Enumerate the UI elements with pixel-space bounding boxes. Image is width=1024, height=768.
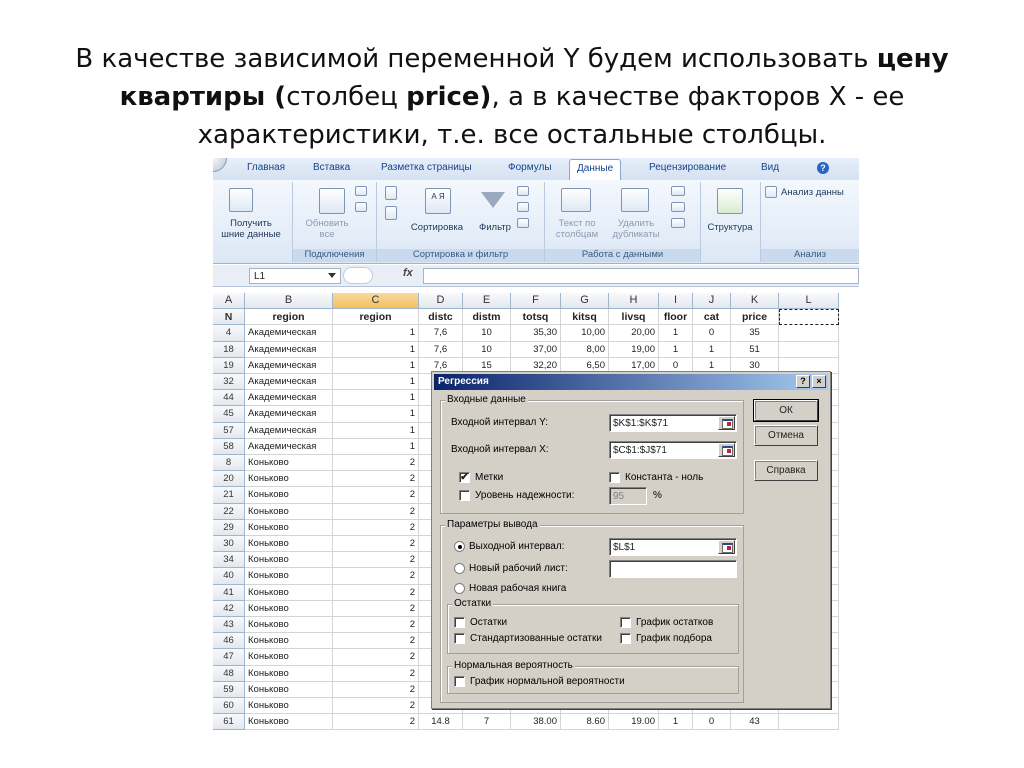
input-y-field[interactable]: $K$1:$K$71 [609, 414, 737, 432]
column-header[interactable]: I [659, 293, 693, 309]
table-cell[interactable]: 37,00 [511, 342, 561, 358]
row-number[interactable]: 48 [213, 666, 245, 682]
table-cell[interactable]: 1 [333, 423, 419, 439]
table-cell[interactable]: 10,00 [561, 325, 609, 341]
table-cell[interactable]: 2 [333, 633, 419, 649]
row-number[interactable]: 19 [213, 358, 245, 374]
labels-checkbox[interactable]: ✔ [460, 472, 469, 483]
header-cell[interactable]: distm [463, 309, 511, 325]
table-cell[interactable]: 35,30 [511, 325, 561, 341]
header-cell[interactable]: distc [419, 309, 463, 325]
new-book-radio[interactable] [454, 583, 465, 594]
table-cell[interactable]: 2 [333, 617, 419, 633]
table-cell[interactable]: 51 [731, 342, 779, 358]
normal-plot-checkbox[interactable] [454, 676, 465, 687]
ribbon [213, 180, 859, 264]
column-header[interactable]: K [731, 293, 779, 309]
output-range-radio[interactable] [454, 541, 465, 552]
row-number[interactable]: 41 [213, 585, 245, 601]
sort-az-icon[interactable] [385, 186, 397, 200]
table-cell[interactable]: Коньково [245, 568, 333, 584]
table-cell[interactable]: Коньково [245, 520, 333, 536]
fit-plot-label: График подбора [636, 633, 712, 644]
ok-button[interactable]: ОК [754, 400, 818, 421]
table-cell[interactable]: 15 [463, 358, 511, 374]
column-header[interactable]: F [511, 293, 561, 309]
table-cell[interactable]: 8,00 [561, 342, 609, 358]
constant-zero-checkbox[interactable] [609, 472, 620, 483]
office-button[interactable] [213, 158, 227, 172]
data-validation-icon[interactable] [671, 186, 685, 196]
row-number[interactable]: 4 [213, 325, 245, 341]
group-label-connections: Подключения [293, 249, 376, 262]
tab-page-layout[interactable]: Разметка страницы [381, 162, 472, 173]
table-cell[interactable]: 35 [731, 325, 779, 341]
row-number[interactable]: 47 [213, 649, 245, 665]
title-bold-2: price) [406, 82, 492, 112]
title-text-3: , а в качестве факторов X - ее характеристики, т.е. все остальные столбцы. [197, 82, 905, 150]
row-number[interactable]: 42 [213, 601, 245, 617]
range-picker-icon[interactable] [718, 416, 735, 430]
remove-duplicates-button[interactable]: Удалить дубликаты [612, 218, 660, 240]
table-cell[interactable]: Академическая [245, 374, 333, 390]
table-cell[interactable]: 2 [333, 649, 419, 665]
row-number[interactable]: 20 [213, 471, 245, 487]
table-cell[interactable]: Коньково [245, 666, 333, 682]
text-to-columns-button[interactable]: Текст по столбцам [555, 218, 599, 240]
sort-za-icon[interactable] [385, 206, 397, 220]
column-header[interactable]: H [609, 293, 659, 309]
table-cell[interactable]: 2 [333, 455, 419, 471]
table-cell[interactable]: 1 [693, 358, 731, 374]
table-cell[interactable]: 1 [333, 342, 419, 358]
row-number[interactable]: 60 [213, 698, 245, 714]
name-box[interactable]: L1 [249, 268, 341, 284]
table-cell[interactable]: 2 [333, 698, 419, 714]
table-cell[interactable]: 43 [731, 714, 779, 730]
table-cell[interactable]: Коньково [245, 714, 333, 730]
table-cell[interactable]: 0 [659, 358, 693, 374]
row-number[interactable]: 8 [213, 455, 245, 471]
row-number[interactable]: 57 [213, 423, 245, 439]
input-group-legend: Входные данные [447, 394, 526, 405]
confidence-checkbox[interactable] [459, 490, 470, 501]
text-to-columns-icon [561, 188, 591, 212]
table-cell[interactable]: 30 [731, 358, 779, 374]
row-number[interactable]: 43 [213, 617, 245, 633]
table-cell[interactable]: 0 [693, 325, 731, 341]
table-cell[interactable]: 1 [333, 374, 419, 390]
formula-bar [213, 265, 859, 287]
get-data-icon [229, 188, 253, 212]
table-cell[interactable]: 2 [333, 504, 419, 520]
header-cell[interactable]: price [731, 309, 779, 325]
table-cell[interactable]: Академическая [245, 358, 333, 374]
selected-cell[interactable] [779, 309, 839, 325]
table-cell[interactable]: 1 [333, 325, 419, 341]
header-cell[interactable]: region [245, 309, 333, 325]
table-cell[interactable]: Коньково [245, 617, 333, 633]
new-sheet-radio[interactable] [454, 563, 465, 574]
reapply-icon[interactable] [517, 202, 529, 212]
help-button[interactable]: Справка [754, 460, 818, 481]
table-cell[interactable]: Коньково [245, 552, 333, 568]
data-analysis-icon [765, 186, 777, 198]
residual-plot-label: График остатков [636, 617, 714, 628]
table-cell[interactable]: Коньково [245, 601, 333, 617]
table-row [213, 325, 859, 341]
table-cell[interactable]: Коньково [245, 471, 333, 487]
header-cell[interactable]: livsq [609, 309, 659, 325]
table-cell[interactable]: 6,50 [561, 358, 609, 374]
normal-probability-group [447, 660, 739, 694]
table-cell[interactable]: 0 [693, 714, 731, 730]
dialog-titlebar [434, 374, 828, 390]
advanced-icon[interactable] [517, 218, 529, 228]
table-cell[interactable]: 1 [659, 342, 693, 358]
remove-duplicates-icon [621, 188, 649, 212]
group-connections [293, 182, 377, 262]
excel-screenshot [213, 158, 859, 730]
new-sheet-field[interactable] [609, 560, 737, 578]
table-cell[interactable]: 2 [333, 487, 419, 503]
tab-formulas[interactable]: Формулы [508, 162, 552, 173]
column-header[interactable]: G [561, 293, 609, 309]
table-row [213, 342, 859, 358]
table-cell[interactable]: 2 [333, 585, 419, 601]
tab-home[interactable]: Главная [247, 162, 286, 173]
table-cell[interactable]: 2 [333, 471, 419, 487]
table-cell[interactable]: 7,6 [419, 358, 463, 374]
row-number[interactable]: 34 [213, 552, 245, 568]
row-number[interactable]: 61 [213, 714, 245, 730]
std-residuals-label: Стандартизованные остатки [470, 633, 602, 644]
residuals-group [447, 598, 739, 654]
get-external-data-button[interactable]: Получить шние данные [221, 218, 281, 240]
group-label-data-tools: Работа с данными [545, 249, 700, 262]
residuals-legend: Остатки [454, 598, 492, 609]
row-number[interactable]: 30 [213, 536, 245, 552]
fit-plot-checkbox[interactable] [620, 633, 631, 644]
column-header[interactable]: E [463, 293, 511, 309]
row-number[interactable]: 40 [213, 568, 245, 584]
table-row [213, 714, 859, 730]
tab-view[interactable]: Вид [761, 162, 780, 173]
table-cell[interactable]: 19,00 [609, 342, 659, 358]
output-group-legend: Параметры вывода [447, 519, 538, 530]
residual-plot-checkbox[interactable] [620, 617, 631, 628]
clear-icon[interactable] [517, 186, 529, 196]
column-header[interactable]: D [419, 293, 463, 309]
name-box-dropdown-icon[interactable] [328, 273, 336, 278]
table-cell[interactable]: Академическая [245, 390, 333, 406]
table-cell[interactable]: 1 [333, 390, 419, 406]
cancel-button[interactable]: Отмена [754, 425, 818, 446]
structure-button[interactable]: Структура [707, 222, 753, 233]
properties-icon [355, 202, 367, 212]
table-cell[interactable]: 2 [333, 682, 419, 698]
output-range-label: Выходной интервал: [469, 541, 565, 552]
constant-zero-label: Константа - ноль [625, 472, 704, 483]
table-cell[interactable]: 1 [693, 342, 731, 358]
tab-data[interactable]: Данные [569, 159, 621, 180]
row-number[interactable]: 46 [213, 633, 245, 649]
table-cell[interactable]: 10 [463, 325, 511, 341]
column-header[interactable]: J [693, 293, 731, 309]
filter-button[interactable]: Фильтр [479, 222, 511, 233]
labels-label: Метки [475, 472, 504, 483]
table-cell[interactable]: 2 [333, 601, 419, 617]
row-number[interactable]: 21 [213, 487, 245, 503]
group-sort-filter [377, 182, 545, 262]
dialog-help-button[interactable]: ? [796, 375, 810, 388]
filter-icon [481, 192, 505, 208]
formula-input[interactable] [423, 268, 859, 284]
row-number[interactable]: 29 [213, 520, 245, 536]
header-cell[interactable]: region [333, 309, 419, 325]
table-cell[interactable]: 19.00 [609, 714, 659, 730]
residuals-label: Остатки [470, 617, 508, 628]
output-range-field[interactable]: $L$1 [609, 538, 737, 556]
consolidate-icon[interactable] [671, 202, 685, 212]
column-header[interactable]: C [333, 293, 419, 309]
confidence-field[interactable]: 95 [609, 487, 647, 505]
table-cell[interactable]: 7 [463, 714, 511, 730]
table-cell[interactable]: 8.60 [561, 714, 609, 730]
table-cell[interactable]: 1 [659, 714, 693, 730]
connections-icon [355, 186, 367, 196]
row-number[interactable]: 32 [213, 374, 245, 390]
title-text-2: столбец [286, 82, 407, 112]
table-cell[interactable]: Коньково [245, 698, 333, 714]
header-cell[interactable]: N [213, 309, 245, 325]
range-picker-icon[interactable] [718, 443, 735, 457]
percent-sign: % [653, 490, 662, 501]
group-label-analysis: Анализ [761, 249, 859, 262]
data-analysis-button[interactable]: Анализ данны [781, 187, 844, 198]
column-header[interactable]: B [245, 293, 333, 309]
header-cell[interactable]: floor [659, 309, 693, 325]
header-cell[interactable]: cat [693, 309, 731, 325]
input-x-label: Входной интервал X: [451, 444, 549, 455]
group-data-tools [545, 182, 701, 262]
refresh-all-button[interactable]: Обновить все [305, 218, 349, 240]
column-header[interactable]: L [779, 293, 839, 309]
refresh-icon [319, 188, 345, 214]
table-cell[interactable]: 38.00 [511, 714, 561, 730]
table-cell[interactable]: 17,00 [609, 358, 659, 374]
formula-circle-icon [343, 267, 373, 284]
table-cell[interactable]: Коньково [245, 682, 333, 698]
table-cell[interactable]: Коньково [245, 633, 333, 649]
table-cell[interactable]: 2 [333, 568, 419, 584]
table-cell[interactable]: 1 [333, 358, 419, 374]
row-number[interactable]: 58 [213, 439, 245, 455]
table-cell[interactable]: 2 [333, 536, 419, 552]
range-picker-icon[interactable] [718, 540, 735, 554]
table-cell[interactable]: Коньково [245, 536, 333, 552]
row-number[interactable]: 59 [213, 682, 245, 698]
input-x-field[interactable]: $C$1:$J$71 [609, 441, 737, 459]
table-cell[interactable]: 2 [333, 552, 419, 568]
slide-title [20, 40, 1004, 154]
group-outline [701, 182, 761, 262]
regression-dialog [431, 371, 831, 709]
table-cell[interactable]: 14.8 [419, 714, 463, 730]
table-cell[interactable]: 1 [333, 406, 419, 422]
ribbon-tabs [213, 158, 859, 180]
table-cell[interactable]: Коньково [245, 455, 333, 471]
table-cell[interactable]: Академическая [245, 439, 333, 455]
table-cell[interactable]: 10 [463, 342, 511, 358]
table-cell[interactable]: 2 [333, 520, 419, 536]
confidence-label: Уровень надежности: [475, 490, 575, 501]
normal-plot-label: График нормальной вероятности [470, 676, 625, 687]
table-cell[interactable]: 1 [659, 325, 693, 341]
normal-probability-legend: Нормальная вероятность [454, 660, 573, 671]
dialog-close-button[interactable]: × [812, 375, 826, 388]
table-cell[interactable]: Академическая [245, 406, 333, 422]
group-label-sort-filter: Сортировка и фильтр [377, 249, 544, 262]
table-cell[interactable]: 7,6 [419, 325, 463, 341]
table-cell[interactable]: 2 [333, 714, 419, 730]
table-cell[interactable]: Академическая [245, 325, 333, 341]
column-header-row [213, 293, 859, 309]
output-options-group [440, 519, 744, 703]
table-cell[interactable] [779, 342, 839, 358]
row-number[interactable]: 45 [213, 406, 245, 422]
what-if-icon[interactable] [671, 218, 685, 228]
tab-review[interactable]: Рецензирование [649, 162, 727, 173]
tab-insert[interactable]: Вставка [313, 162, 351, 173]
residuals-checkbox[interactable] [454, 617, 465, 628]
new-sheet-label: Новый рабочий лист: [469, 563, 568, 574]
header-row [213, 309, 859, 325]
group-analysis [761, 182, 859, 262]
table-cell[interactable]: Коньково [245, 649, 333, 665]
input-data-group [440, 394, 744, 514]
fx-icon[interactable]: fx [403, 267, 413, 279]
header-cell[interactable]: totsq [511, 309, 561, 325]
row-number[interactable]: 44 [213, 390, 245, 406]
structure-icon [717, 188, 743, 214]
title-bold-1: цену квартиры ( [119, 44, 949, 112]
sort-icon: А Я [425, 188, 451, 214]
table-cell[interactable]: Коньково [245, 487, 333, 503]
row-number[interactable]: 22 [213, 504, 245, 520]
help-icon[interactable]: ? [817, 162, 829, 174]
input-y-label: Входной интервал Y: [451, 417, 549, 428]
title-text-1: В качестве зависимой переменной Y будем использовать [75, 44, 877, 74]
table-cell[interactable]: 1 [333, 439, 419, 455]
table-cell[interactable]: 7,6 [419, 342, 463, 358]
std-residuals-checkbox[interactable] [454, 633, 465, 644]
group-external-data [213, 182, 293, 262]
sort-button[interactable]: Сортировка [410, 222, 464, 233]
new-book-label: Новая рабочая книга [469, 583, 567, 594]
table-cell[interactable] [779, 325, 839, 341]
table-cell[interactable]: 20,00 [609, 325, 659, 341]
table-cell[interactable]: 2 [333, 666, 419, 682]
header-cell[interactable]: kitsq [561, 309, 609, 325]
row-number[interactable]: 18 [213, 342, 245, 358]
table-cell[interactable] [779, 714, 839, 730]
table-cell[interactable]: Академическая [245, 342, 333, 358]
table-cell[interactable]: Академическая [245, 423, 333, 439]
column-header[interactable]: A [213, 293, 245, 309]
table-cell[interactable]: Коньково [245, 504, 333, 520]
dialog-title: Регрессия [438, 376, 489, 387]
table-cell[interactable]: 32,20 [511, 358, 561, 374]
table-cell[interactable]: Коньково [245, 585, 333, 601]
